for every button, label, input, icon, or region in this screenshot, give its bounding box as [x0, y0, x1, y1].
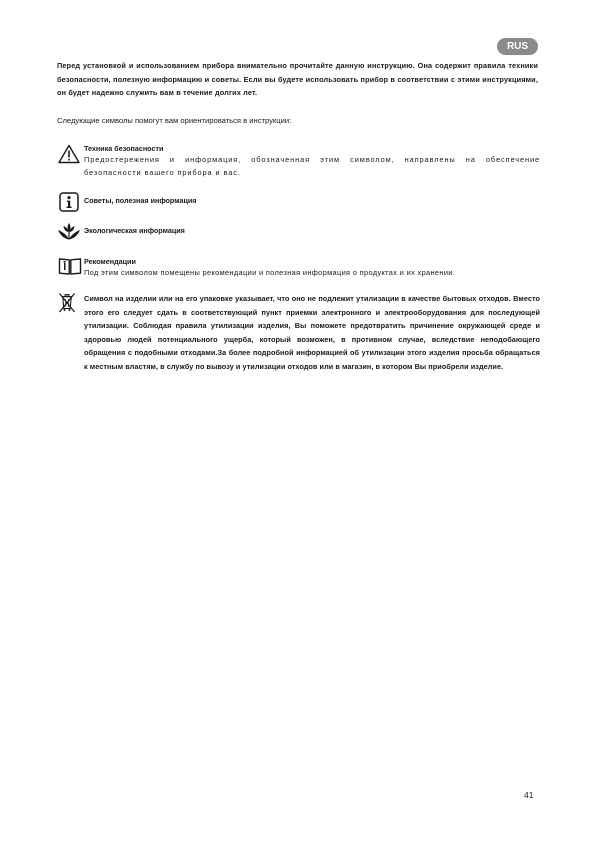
- safety-text: Предостережения и информация, обозначенная этим символом, направлены на обеспечение безопасности вашего прибора и вас.: [84, 155, 540, 177]
- symbol-safety: [57, 143, 540, 183]
- recommend-title: Рекомендации: [84, 257, 136, 266]
- crossed-bin-icon: [58, 292, 76, 319]
- intro-paragraph: Перед установкой и использованием прибора внимательно прочитайте данную инструкцию. Она содержит правила техники безопасности, полезную информацию и советы. Если вы будете использовать прибор в соответствии с этими инструкциями, он будет надежно служить вам в течение долгих лет.: [57, 61, 538, 98]
- info-icon: [59, 192, 79, 217]
- symbol-recommend: [57, 256, 540, 282]
- recommend-text: Под этим символом помещены рекомендации и полезная информация о продуктах и их хранении.: [84, 268, 456, 277]
- weee-text: Символ на изделии или на его упаковке указывает, что оно не подлежит утилизации в качестве бытовых отходов. Вместо этого его следует сдать в соответствующий пункт приемки электронного и электрооборудования для последующей утилизации. Соблюдая правила утилизации изделия, Вы поможете предотвратить причинение окружающей среде и здоровью людей потенциального ущерба, который возможен, в противном случае, вследствие неподобающего обращения с подобными отходами.За более подробной информацией об утилизации этого изделия просьба обращаться к местным властям, в службу по вывозу и утилизации отходов или в магазин, в котором Вы приобрели изделие.: [84, 294, 540, 371]
- book-icon: [58, 256, 82, 281]
- tips-title: Советы, полезная информация: [84, 196, 197, 205]
- symbol-weee: [57, 292, 540, 384]
- safety-title: Техника безопасности: [84, 144, 164, 153]
- symbol-eco: [57, 221, 540, 241]
- page-number: 41: [524, 790, 534, 800]
- warning-triangle-icon: [58, 144, 80, 169]
- language-badge: RUS: [497, 38, 538, 55]
- symbols-lead-text: Следующие символы помогут вам ориентироваться в инструкции:: [57, 116, 292, 125]
- flower-icon: [57, 221, 81, 246]
- symbol-tips: [57, 192, 540, 212]
- eco-title: Экологическая информация: [84, 226, 185, 235]
